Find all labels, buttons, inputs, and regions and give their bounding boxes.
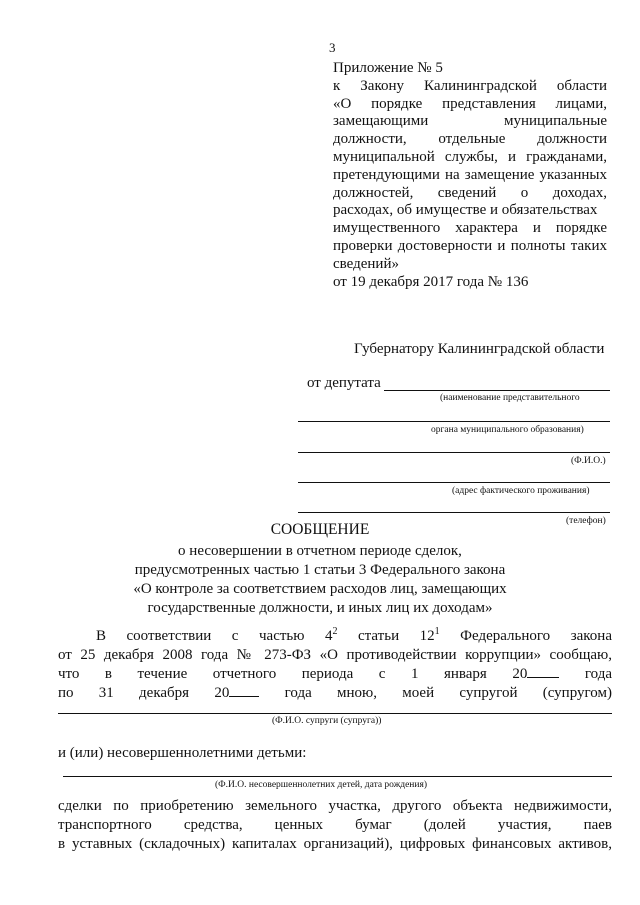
hint-children: (Ф.И.О. несовершеннолетних детей, дата рождения) (215, 780, 428, 790)
page-number: 3 (329, 40, 336, 55)
paragraph-1 (58, 627, 612, 703)
para2-line: сделки по приобретению земельного участка, другого объекта недвижимости, (58, 798, 612, 814)
appendix-line: имущественного характера и порядке (333, 220, 607, 237)
appendix-line: проверки достоверности и полноты таких (333, 237, 607, 254)
appendix-line: «О порядке представления лицами, (333, 95, 607, 112)
appendix-line: Приложение № 5 (333, 60, 443, 76)
para1-line-4: по 31 декабря 20 года мною, моей супругой (супругом) (58, 685, 612, 701)
para2-line: в уставных (складочных) капиталах организаций), цифровых финансовых активов, (58, 836, 612, 852)
subtitle-line: предусмотренных частью 1 статьи 3 Федерального закона (134, 562, 506, 578)
children-field[interactable] (63, 776, 612, 777)
subtitle-line: о несовершении в отчетном периоде сделок, (178, 543, 462, 559)
paragraph-2 (58, 797, 612, 854)
subtitle-line: государственные должности, и иных лиц их доходам» (147, 600, 493, 616)
from-label: от депутата (307, 375, 381, 391)
phone-field[interactable] (298, 512, 610, 513)
hint-organ-1: (наименование представительного (440, 393, 580, 403)
appendix-line: претендующими на замещение указанных (333, 166, 607, 183)
children-label: и (или) несовершеннолетними детьми: (58, 745, 307, 761)
appendix-block (333, 60, 607, 291)
fio-field[interactable] (298, 452, 610, 453)
subtitle-line: «О контроле за соответствием расходов лиц, замещающих (133, 581, 507, 597)
addressee: Губернатору Калининградской области (354, 341, 605, 357)
appendix-line: к Закону Калининградской области (333, 77, 607, 94)
hint-organ-2: органа муниципального образования) (431, 425, 584, 435)
address-field[interactable] (298, 482, 610, 483)
hint-phone: (телефон) (566, 516, 606, 526)
appendix-line: муниципальной службы, и гражданами, (333, 148, 607, 165)
appendix-line: сведений» (333, 255, 399, 272)
appendix-line: должностей, сведений о доходах, (333, 184, 607, 201)
hint-fio: (Ф.И.О.) (571, 456, 606, 466)
deputy-organ-field[interactable] (384, 390, 610, 391)
para2-line: транспортного средства, ценных бумаг (долей участия, паев (58, 817, 612, 833)
year-end-field[interactable] (229, 684, 259, 697)
document-title: СООБЩЕНИЕ (270, 521, 370, 538)
spouse-field[interactable] (58, 713, 612, 714)
appendix-date: от 19 декабря 2017 года № 136 (333, 273, 529, 290)
appendix-line: расходах, об имуществе и обязательствах (333, 202, 598, 219)
year-start-field[interactable] (527, 665, 559, 678)
para1-line-3: что в течение отчетного периода с 1 января 20 года (58, 666, 612, 682)
hint-spouse: (Ф.И.О. супруги (супруга)) (272, 716, 382, 726)
appendix-line: замещающими муниципальные (333, 113, 607, 130)
para1-line-2: от 25 декабря 2008 года № 273-ФЗ «О противодействии коррупции» сообщаю, (58, 647, 612, 663)
appendix-line: должности, отдельные должности (333, 131, 607, 148)
hint-address: (адрес фактического проживания) (452, 486, 590, 496)
organ-field[interactable] (298, 421, 610, 422)
para1-line-1: В соответствии с частью $4^2$ статьи $12^1$ Федерального закона (96, 626, 612, 644)
